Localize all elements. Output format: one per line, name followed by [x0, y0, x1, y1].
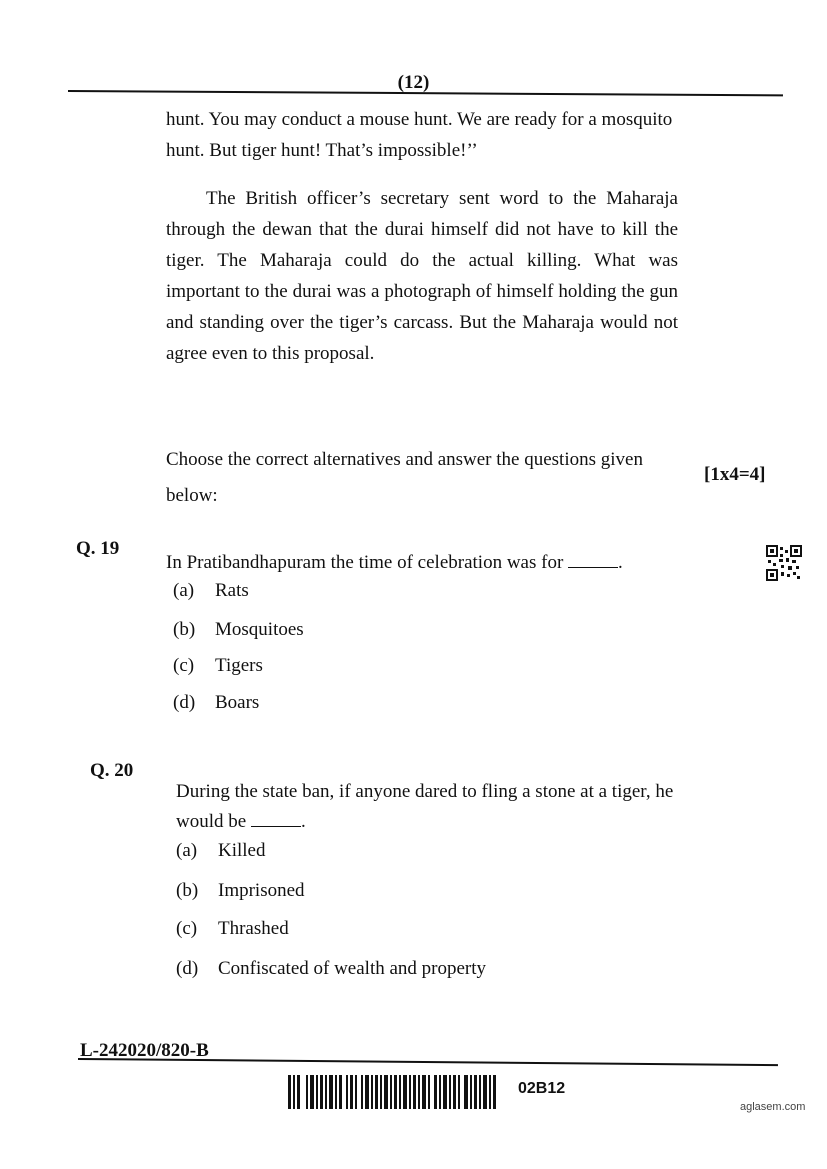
q19-option-d[interactable] [173, 692, 259, 714]
option-label: (c) [173, 655, 195, 676]
q20-option-c[interactable] [176, 918, 289, 940]
passage-paragraph-2 [166, 183, 678, 369]
option-text: Rats [215, 580, 249, 601]
barcode-icon [288, 1075, 500, 1109]
q19-option-b[interactable] [173, 619, 304, 641]
option-text: Confiscated of wealth and property [218, 958, 487, 979]
option-text: Tigers [215, 655, 263, 676]
option-text: Killed [218, 840, 266, 861]
question-19-stem: In Pratibandhapuram the time of celebration was for [166, 552, 564, 573]
question-20-number: Q. 20 [90, 760, 134, 781]
option-label: (c) [176, 918, 198, 939]
q19-option-a[interactable] [173, 580, 249, 602]
instruction-text: Choose the correct alternatives and answer the questions given below: [166, 449, 643, 506]
answer-blank [568, 553, 618, 568]
option-text: Thrashed [218, 918, 289, 939]
question-20-stem: During the state ban, if anyone dared to fling a stone at a tiger, he would be [176, 781, 674, 832]
option-label: (b) [176, 880, 199, 901]
passage-paragraph-2-text: The British officer’s secretary sent word to the Maharaja through the dewan that the durai himself did not have to kill the tiger. The Maharaja could do the actual killing. What was important to the durai was a photograph of himself holding the gun and standing over the tiger’s carcass. But the Maharaja would not agree even to this proposal. [166, 188, 678, 364]
option-label: (d) [176, 958, 199, 979]
paper-code: L-242020/820-B [80, 1040, 209, 1061]
option-label: (a) [173, 580, 195, 601]
marks-badge: [1x4=4] [704, 464, 766, 485]
option-text: Mosquitoes [215, 619, 304, 640]
question-19-text: In Pratibandhapuram the time of celebration was for . [166, 552, 623, 573]
barcode-label: 02B12 [518, 1080, 566, 1097]
q20-option-d[interactable] [176, 958, 486, 980]
option-label: (b) [173, 619, 196, 640]
option-label: (a) [176, 840, 198, 861]
q20-option-b[interactable] [176, 880, 305, 902]
question-20-text: During the state ban, if anyone dared to fling a stone at a tiger, he would be . [176, 781, 674, 832]
option-text: Boars [215, 692, 260, 713]
question-19-number: Q. 19 [76, 538, 120, 559]
page-number: (12) [397, 72, 430, 93]
q19-option-c[interactable] [173, 655, 263, 677]
passage-paragraph-1: hunt. You may conduct a mouse hunt. We are ready for a mosquito hunt. But tiger hunt! That’s impossible!’’ [166, 109, 673, 161]
q20-option-a[interactable] [176, 840, 266, 862]
qr-code-icon [766, 545, 802, 581]
option-text: Imprisoned [218, 880, 305, 901]
answer-blank [251, 812, 301, 827]
watermark: aglasem.com [740, 1101, 806, 1113]
footer-rule [78, 1058, 778, 1066]
option-label: (d) [173, 692, 196, 713]
